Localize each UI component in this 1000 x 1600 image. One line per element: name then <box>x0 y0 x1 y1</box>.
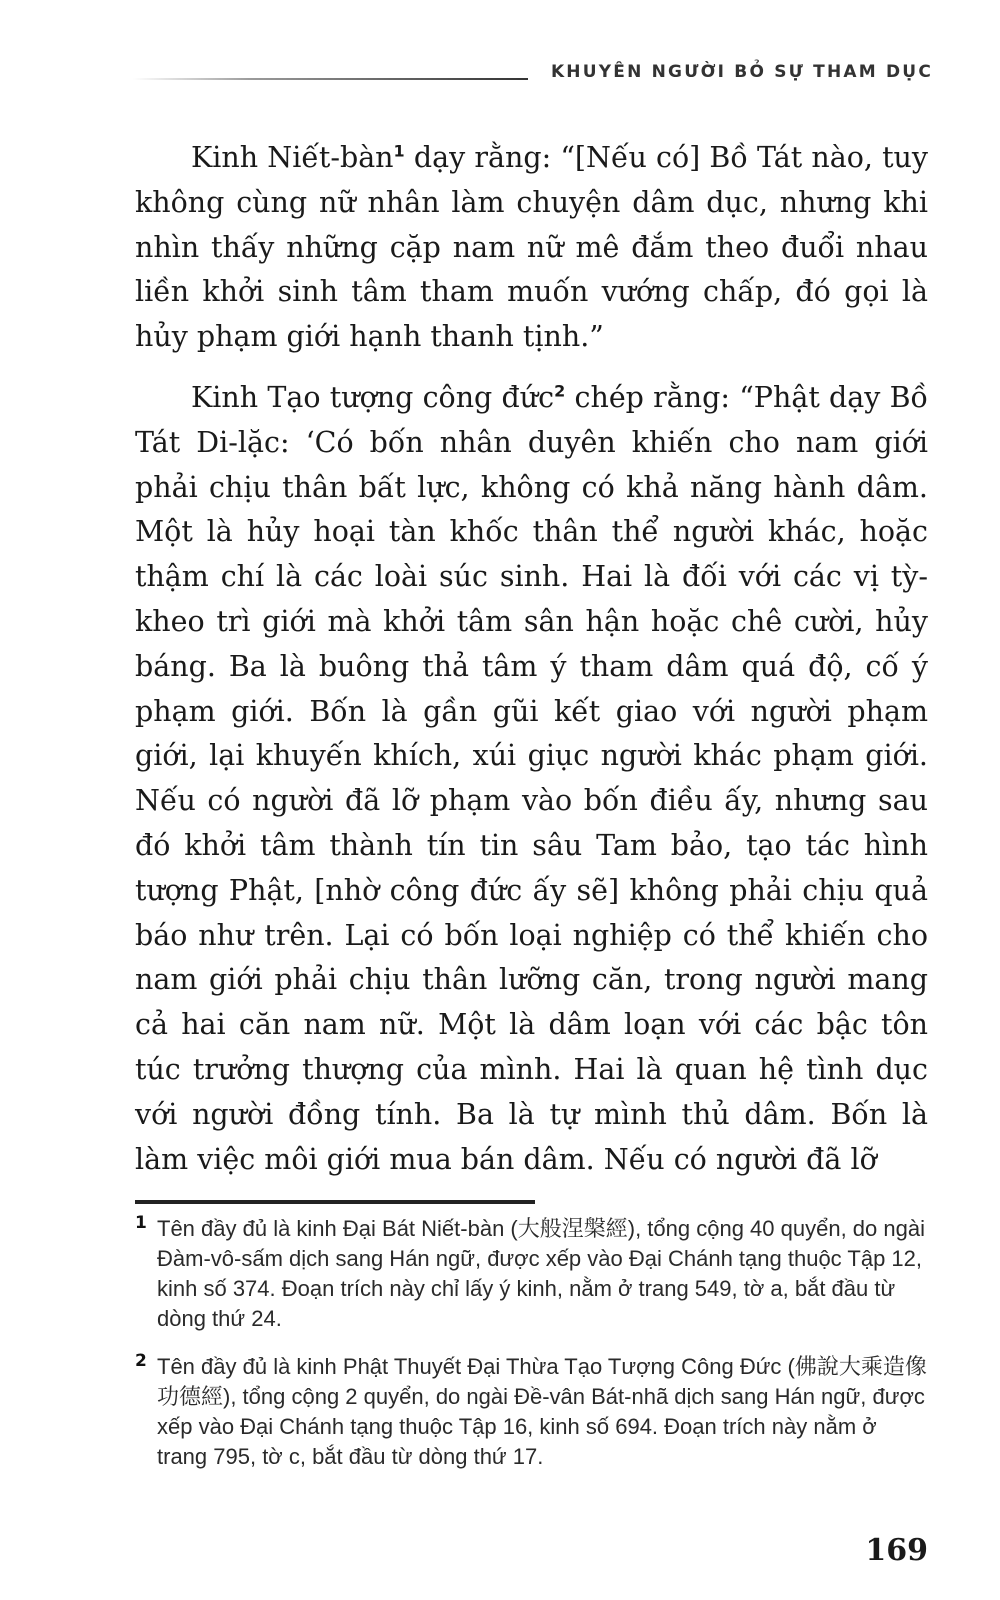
footnote-separator <box>135 1200 535 1204</box>
paragraph-2-lead: Kinh Tạo tượng công đức <box>191 380 555 414</box>
paragraph-1 <box>135 136 928 360</box>
main-text <box>135 136 928 1198</box>
footnote-ref-2[interactable]: 2 <box>554 381 566 401</box>
page-number: 169 <box>865 1533 928 1568</box>
footnote-2-text: Tên đầy đủ là kinh Phật Thuyết Đại Thừa Tạo Tượng Công Đức (佛說大乘造像功德經), tổng cộng 2 quyển, do ngài Đề-vân Bát-nhã dịch sang Hán ngữ, được xếp vào Đại Chánh tạng thuộc Tập 16, kinh số 694. Đoạn trích này nằm ở trang 795, tờ c, bắt đầu từ dòng thứ 17. <box>157 1354 927 1469</box>
footnote-1-mark: 1 <box>135 1213 147 1233</box>
header-rule <box>133 78 528 80</box>
paragraph-2-rest: chép rằng: “Phật dạy Bồ Tát Di-lặc: ‘Có bốn nhân duyên khiến cho nam giới phải chịu thân bất lực, không có khả năng hành dâm. Một là hủy hoại tàn khốc thân thể người khác, hoặc thậm chí là các loài súc sinh. Hai là đối với các vị tỳ-kheo trì giới mà khởi tâm sân hận hoặc chê cười, hủy báng. Ba là buông thả tâm ý tham dâm quá độ, cố ý phạm giới. Bốn là gần gũi kết giao với người phạm giới, lại khuyến khích, xúi giục người khác phạm giới. Nếu có người đã lỡ phạm vào bốn điều ấy, nhưng sau đó khởi tâm thành tín tin sâu Tam bảo, tạo tác hình tượng Phật, [nhờ công đức ấy sẽ] không phải chịu quả báo như trên. Lại có bốn loại nghiệp có thể khiến cho nam giới phải chịu thân lưỡng căn, trong người mang cả hai căn nam nữ. Một là dâm loạn với các bậc tôn túc trưởng thượng của mình. Hai là quan hệ tình dục với người đồng tính. Ba là tự mình thủ dâm. Bốn là làm việc môi giới mua bán dâm. Nếu có người đã lỡ <box>135 380 928 1176</box>
footnote-ref-1[interactable]: 1 <box>393 141 405 161</box>
footnotes <box>135 1214 928 1490</box>
paragraph-1-lead: Kinh Niết-bàn <box>191 141 394 174</box>
footnote-1 <box>135 1214 928 1334</box>
footnote-1-text: Tên đầy đủ là kinh Đại Bát Niết-bàn (大般涅槃經), tổng cộng 40 quyển, do ngài Đàm-vô-sấm dịch sang Hán ngữ, được xếp vào Đại Chánh tạng thuộc Tập 12, kinh số 374. Đoạn trích này chỉ lấy ý kinh, nằm ở trang 549, tờ a, bắt đầu từ dòng thứ 24. <box>157 1216 925 1331</box>
footnote-2-mark: 2 <box>135 1351 147 1371</box>
running-title: KHUYÊN NGƯỜI BỎ SỰ THAM DỤC <box>550 62 933 82</box>
paragraph-1-rest: dạy rằng: “[Nếu có] Bồ Tát nào, tuy không cùng nữ nhân làm chuyện dâm dục, nhưng khi nhìn thấy những cặp nam nữ mê đắm theo đuổi nhau liền khởi sinh tâm tham muốn vướng chấp, đó gọi là hủy phạm giới hạnh thanh tịnh.” <box>135 141 928 354</box>
paragraph-2 <box>135 376 928 1182</box>
footnote-2 <box>135 1352 928 1472</box>
